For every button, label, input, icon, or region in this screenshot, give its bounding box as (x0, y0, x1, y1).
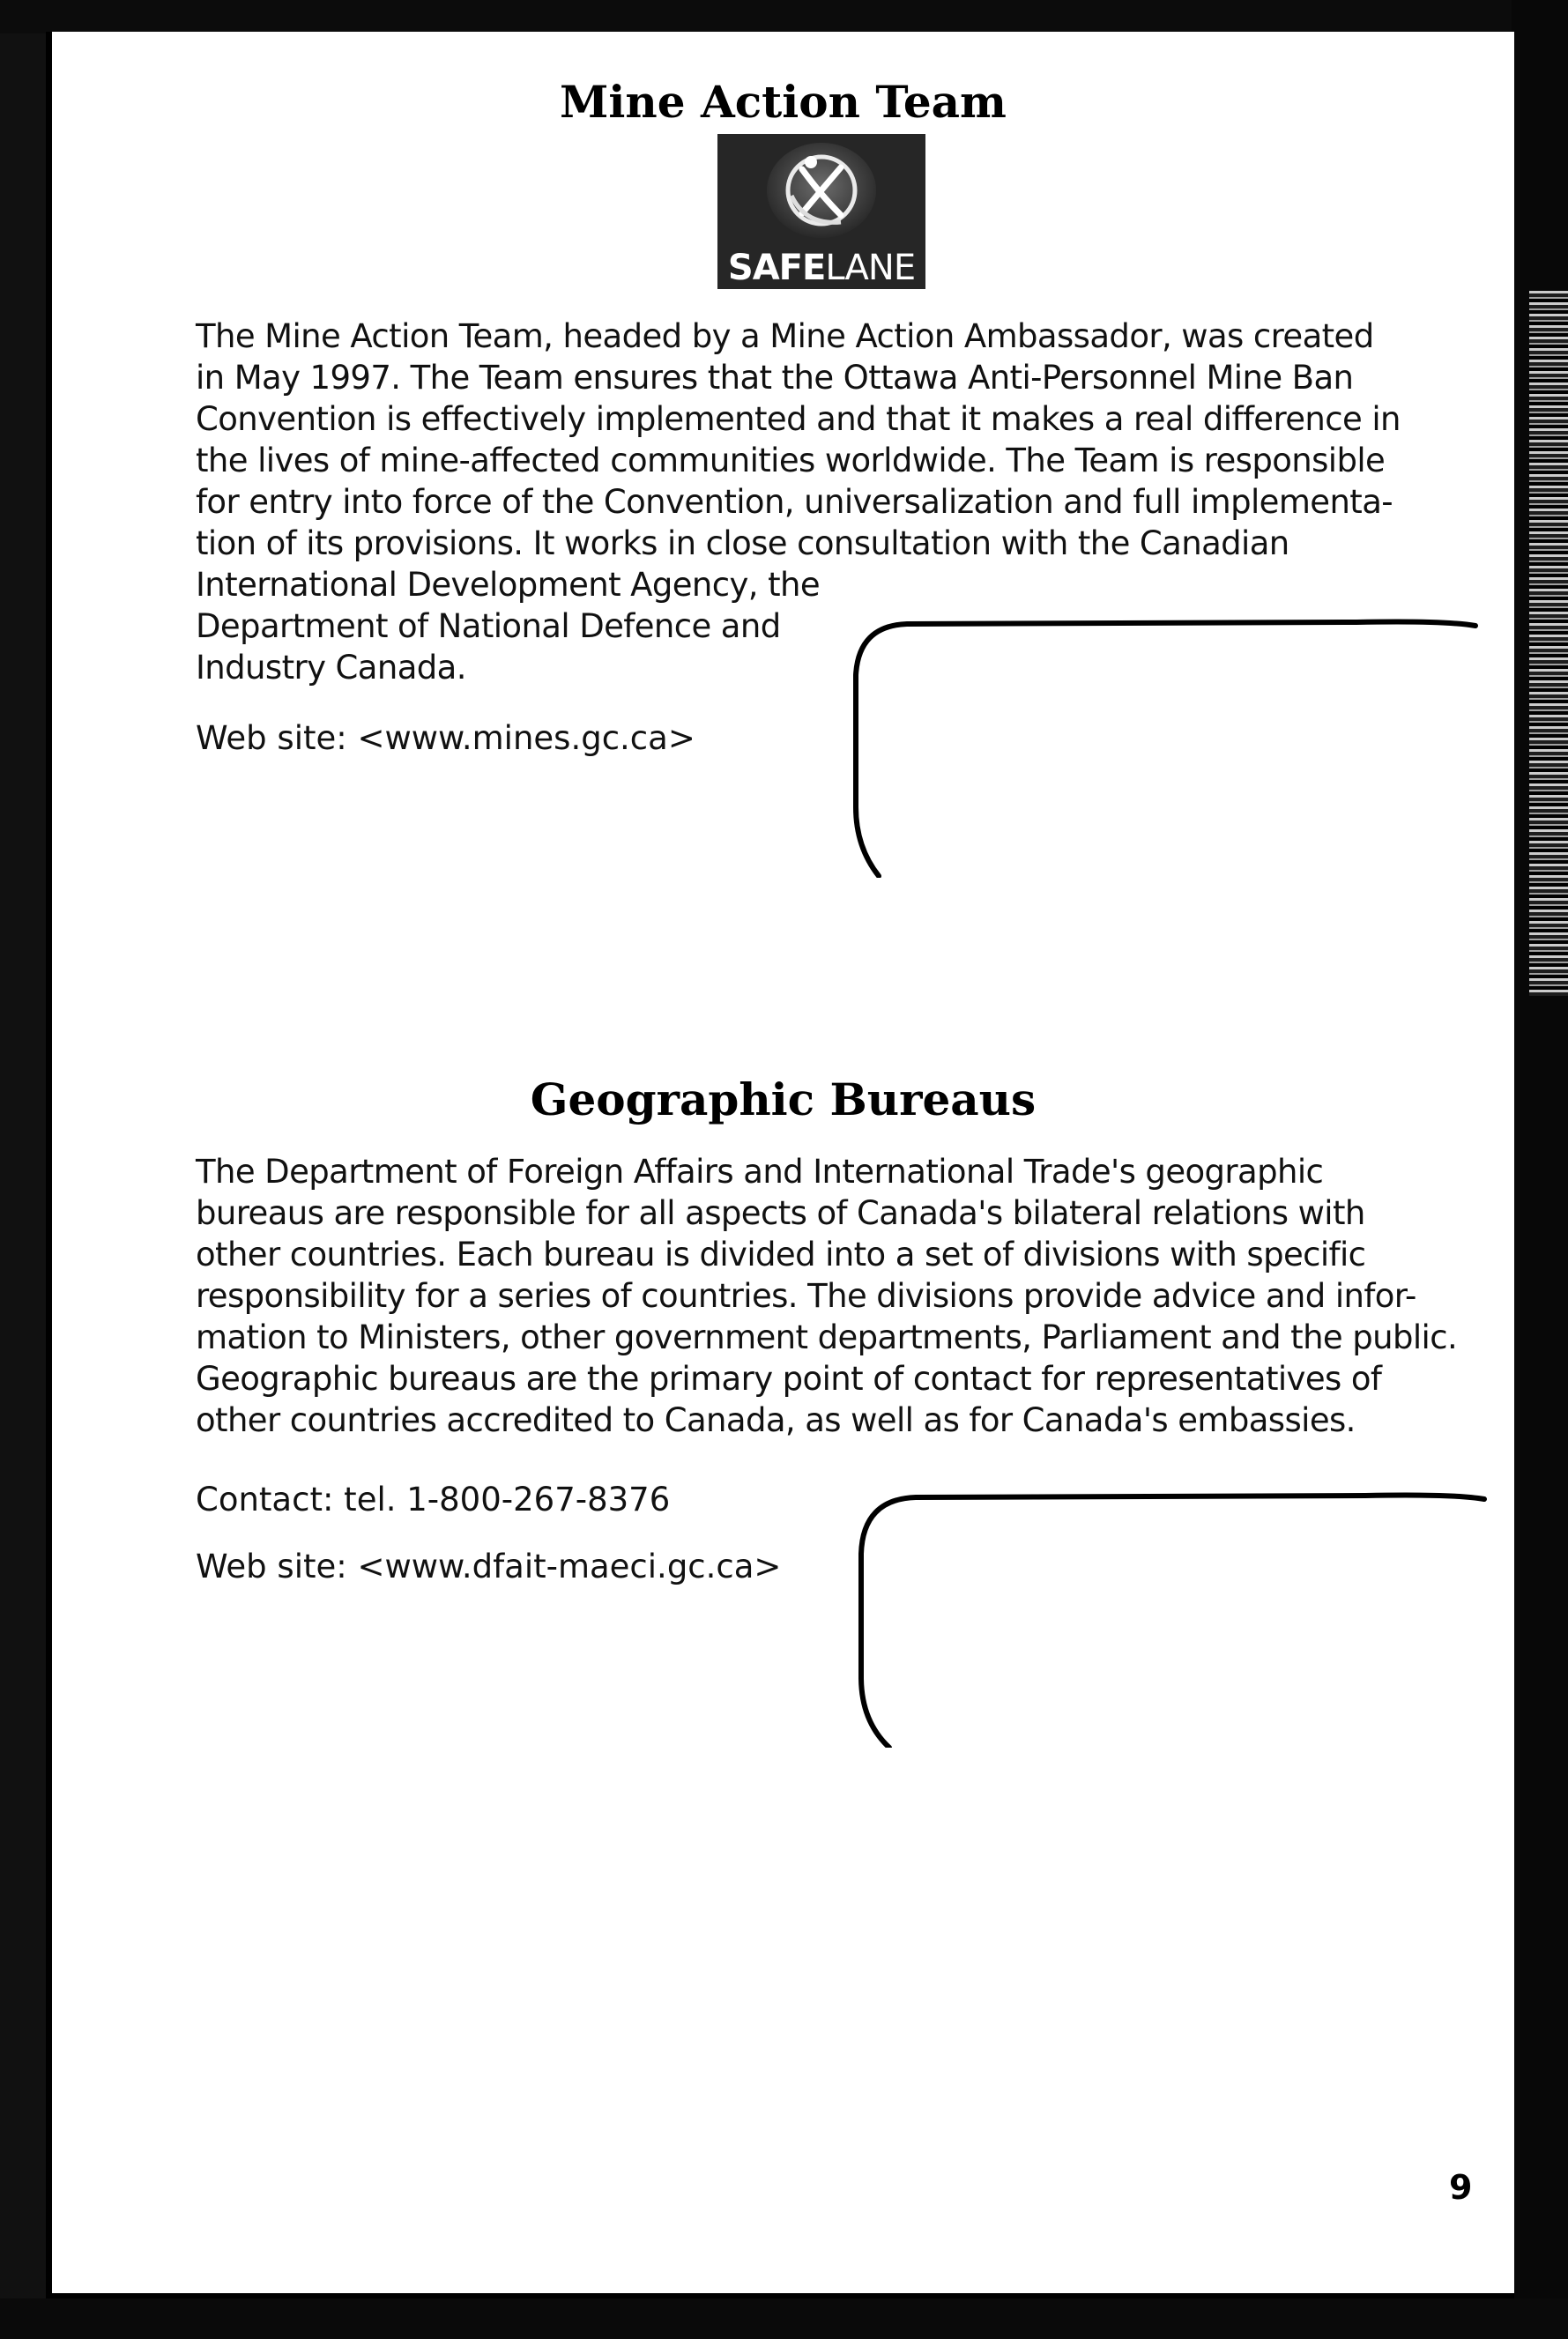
geographic-bureaus-paragraph: The Department of Foreign Affairs and International Trade's geographic bureaus are responsible for all aspects of Canada's bilateral relations with other countries. Each bureau is divided into a set of divisions with specific responsibility for a series of countries. The divisions provide advice and infor- mation to Ministers, other government departments, Parliament and the public. Geographic bureaus are the primary point of contact for representatives of other countries accredited to Canada, as well as for Canada's embassies. (196, 1153, 1458, 1439)
mine-action-paragraph: The Mine Action Team, headed by a Mine Action Ambassador, was created in May 1997. The Team ensures that the Ottawa Anti-Personnel Mine Ban Convention is effectively implemented and that it makes a real difference in the lives of mine-affected communities worldwide. The Team is responsible for entry into force of the Convention, universalization and full implementa- tion of its provisions. It works in close consultation with the Canadian (196, 317, 1401, 562)
safelane-wordmark (717, 249, 925, 287)
safelane-logo (717, 134, 925, 289)
mine-action-paragraph-continued: International Development Agency, the Department of National Defence and Industry Canada. (196, 566, 821, 687)
decorative-bracket (828, 587, 1480, 878)
geographic-bureaus-contact: Contact: tel. 1-800-267-8376 (196, 1481, 671, 1518)
document-page (46, 32, 1514, 2298)
mine-action-heading: Mine Action Team (560, 76, 1007, 128)
scan-top-border (0, 0, 1568, 33)
decorative-bracket (836, 1457, 1489, 1748)
scan-bottom-border (0, 2298, 1568, 2339)
safelane-word-lane: LANE (825, 248, 916, 288)
geographic-bureaus-heading: Geographic Bureaus (530, 1073, 1037, 1125)
page-number: 9 (1449, 2168, 1473, 2207)
safelane-word-safe: SAFE (727, 248, 826, 288)
scan-edge-noise (1529, 291, 1568, 996)
geographic-bureaus-website: Web site: <www.dfait-maeci.gc.ca> (196, 1548, 782, 1585)
mine-action-website: Web site: <www.mines.gc.ca> (196, 719, 695, 757)
